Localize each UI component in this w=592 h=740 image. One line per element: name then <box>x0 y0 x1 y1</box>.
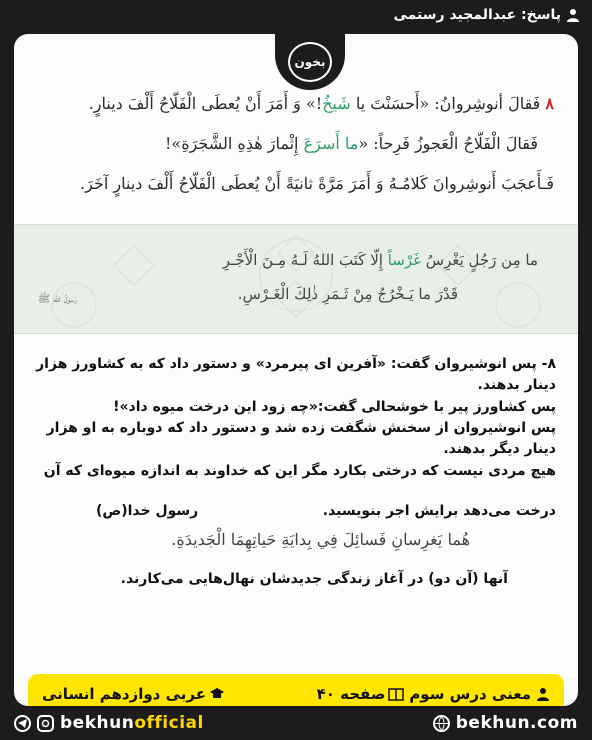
globe-icon <box>433 715 450 732</box>
banner-lesson-text: معنی درس سوم <box>409 685 531 703</box>
instagram-icon[interactable] <box>37 715 54 732</box>
user-icon <box>536 687 550 701</box>
lesson-banner <box>28 674 564 706</box>
logo-tab <box>275 34 345 90</box>
arabic-line-1-green: شَيخُ <box>322 94 351 113</box>
persian-translation-5 <box>36 503 556 524</box>
arabic-final-sentence: هُما يَغرِسانِ فَسائِلَ فِي بِدايَةِ حَياتِهِمَا الْجَديدَةِ. <box>171 530 470 549</box>
arabic-line-2 <box>165 134 538 153</box>
arabic-line-1-a: فَقالَ أنوشِروانُ: «أَحسَنْتَ يا <box>350 94 541 113</box>
bottom-bar <box>0 706 592 740</box>
answer-credit <box>393 7 580 23</box>
book-icon <box>390 687 404 701</box>
arabic-line-1-b: !» وَ أَمَرَ أَنْ يُعطَى الْفَلّاحُ أَلْفَ دينارٍ. <box>88 94 323 113</box>
banner-course <box>42 685 225 703</box>
user-icon <box>566 8 580 22</box>
telegram-icon[interactable] <box>14 715 31 732</box>
persian-translation-2: پس کشاورز پیر با خوشحالی گفت:«چه زود این درخت میوه داد»! <box>113 399 556 415</box>
hadith-line-2: قَدْرَ ما يَـخْرُجُ مِنْ ثَـمَرِ ذٰلِكَ الْغَـرْسِ. <box>237 285 458 303</box>
arabic-line-2-green: ما أَسرَعَ <box>303 134 359 153</box>
hadith-source: رَسولُ اللهِ ﷺ <box>38 294 78 305</box>
social-links[interactable] <box>14 713 204 733</box>
persian-translation-4: هیچ مردی نیست که درختی بکارد مگر این که خداوند به اندازه میوه‌ای که آن <box>43 463 556 479</box>
hadith-line-1 <box>223 251 538 269</box>
hadith-line-1-a: ما مِن رَجُلٍ يَغْرِسُ <box>420 251 538 269</box>
content-card <box>14 34 578 706</box>
arabic-line-2-b: إِثْمارَ هٰذِهِ الشَّجَرَةِ»! <box>165 134 304 153</box>
social-handle[interactable] <box>60 713 204 733</box>
pattern-decoration <box>14 225 578 335</box>
logo <box>288 42 332 82</box>
banner-course-text: عربی دوازدهم انسانی <box>42 685 206 703</box>
persian-translation-1: ۸- پس انوشیروان گفت: «آفرین ای پیرمرد» و دستور داد که به کشاورز هزار دینار بدهند. <box>36 356 556 393</box>
website-link[interactable] <box>433 713 578 733</box>
website-url[interactable]: bekhun.com <box>455 713 578 733</box>
hadith-box <box>14 224 578 334</box>
social-handle-a: bekhun <box>60 713 135 733</box>
persian-translation-5-source: رسول خدا(ص) <box>96 503 199 519</box>
social-handle-b: official <box>134 713 204 733</box>
banner-page-text: صفحه ۴۰ <box>316 685 386 703</box>
hadith-line-1-green: غَرْساً <box>387 251 421 269</box>
persian-translation-5-text: درخت می‌دهد برایش اجر بنویسید. <box>322 503 556 519</box>
persian-final-sentence: آنها (آن دو) در آغاز زندگی جدیدشان نهال‌هایی می‌کارند. <box>120 571 508 587</box>
banner-lesson <box>317 685 550 703</box>
section-number: ۸ <box>545 94 554 113</box>
persian-translation-3: پس انوشیروان از سخنش شگفت زده شد و دستور داد که دوباره به او هزار دینار دیگر بدهند. <box>46 420 556 457</box>
graduation-cap-icon <box>211 687 225 701</box>
logo-text: بخون <box>294 55 326 69</box>
arabic-line-2-a: فَقالَ الْفَلّاحُ الْعَجوزُ فَرِحاً: « <box>358 134 538 153</box>
hadith-line-1-b: إِلّا كَتَبَ اللهُ لَـهُ مِـنَ الْأَجْـرِ <box>222 251 388 269</box>
arabic-line-3: فَـأَعجَبَ أَنوشِروانَ كَلامُـهُ وَ أَمَرَ مَرَّةً ثانيَةً أَنْ يُعطَى الْفَلّاحُ أَلْفَ دينارٍ آخَرَ. <box>80 174 554 193</box>
top-bar <box>0 0 592 34</box>
arabic-line-1 <box>89 94 554 113</box>
answer-label: پاسخ: عبدالمجید رستمی <box>393 7 561 23</box>
